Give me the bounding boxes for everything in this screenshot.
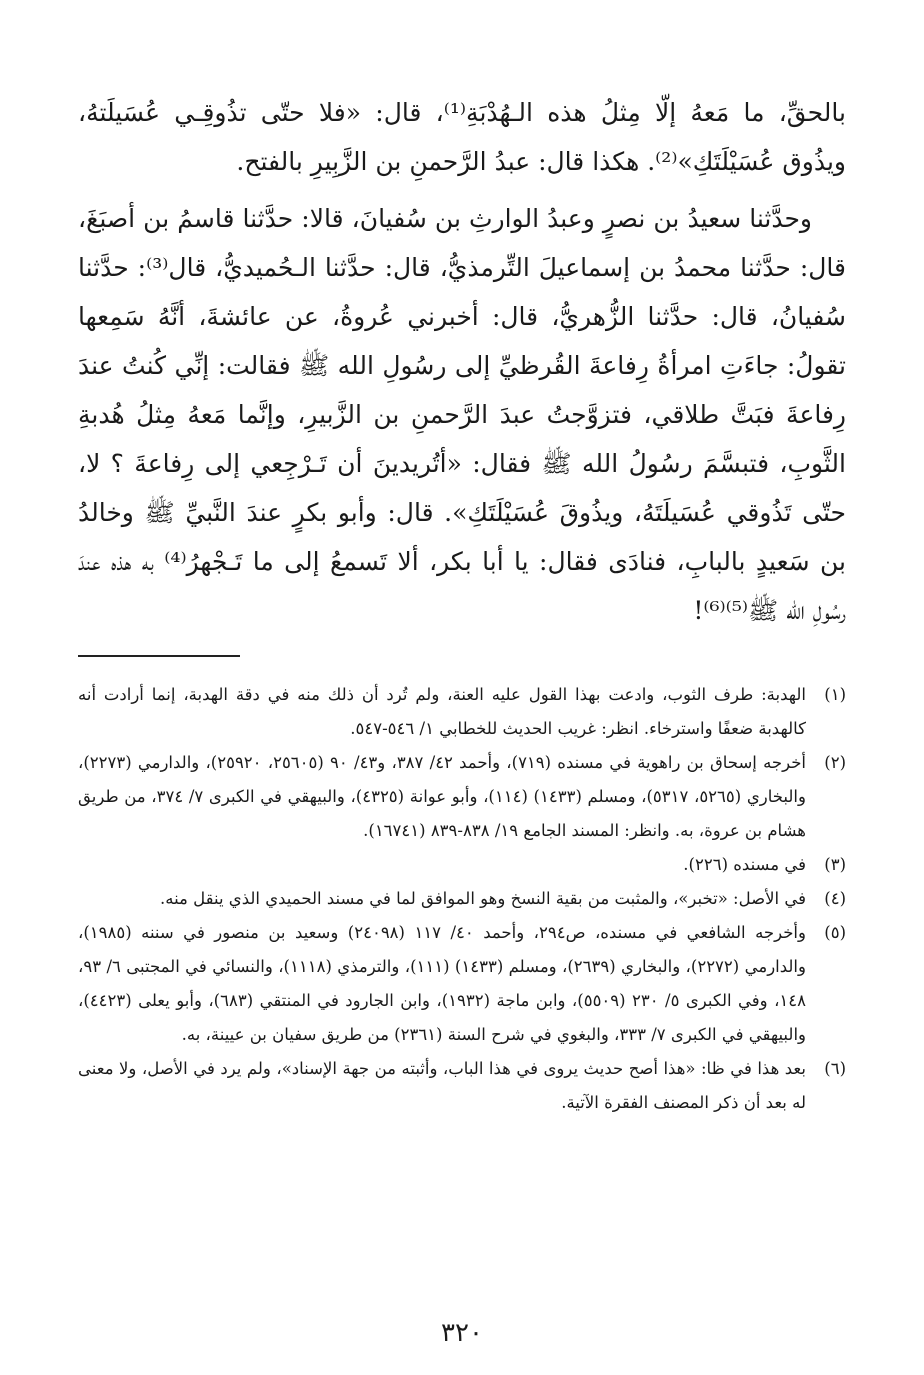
footnote-6 — [78, 1052, 846, 1120]
paragraph-1: بالحقِّ، ما مَعهُ إلّا مِثلُ هذه الـهُدْبَةِ⁽¹⁾، قال: «فلا حتّى تذُوقِـي عُسَيلَتهُ، ويذُوق عُسَيْلَتَكِ»⁽²⁾. هكذا قال: عبدُ الرَّحمنِ بن الزَّبِيرِ بالفتح. — [78, 98, 846, 176]
footnote-number: (٤) — [824, 889, 846, 908]
footnote-3 — [78, 848, 846, 882]
footnote-number: (١) — [824, 685, 846, 704]
footnote-number: (٣) — [824, 855, 846, 874]
footnote-text: في الأصل: «تخبر»، والمثبت من بقية النسخ وهو الموافق لما في مسند الحميدي الذي ينقل منه. — [159, 889, 806, 908]
footnote-number: (٦) — [824, 1059, 846, 1078]
footnote-text: أخرجه إسحاق بن راهوية في مسنده (٧١٩)، وأحمد ٤٢/ ٣٨٧، و٤٣/ ٩٠ (٢٥٦٠٥، ٢٥٩٢٠)، والدارمي (٢٢٧٣)، والبخاري (٥٢٦٥، ٥٣١٧)، ومسلم (١٤٣٣) (١١٤)، وأبو عوانة (٤٣٢٥)، والبيهقي في الكبرى ٧/ ٣٧٤، من طريق هشام بن عروة، به. وانظر: المسند الجامع ١٩/ ٨٣٨-٨٣٩ (١٦٧٤١). — [78, 753, 807, 840]
footnote-separator — [78, 655, 240, 657]
paragraph-2: وحدَّثنا سعيدُ بن نصرٍ وعبدُ الوارثِ بن سُفيانَ، قالا: حدَّثنا قاسمُ بن أصبَغَ، قال: حدَّثنا محمدُ بن إسماعيلَ التِّرمذيُّ، قال: حدَّثنا الـحُميديُّ، قال⁽³⁾: حدَّثنا سُفيانُ، قال: حدَّثنا الزُّهريُّ، قال: أخبرني عُروةُ، عن عائشةَ، أنَّهُ سَمِعها تقولُ: جاءَتِ امرأةُ رِفاعةَ القُرظيِّ إلى رسُولِ الله ﷺ فقالت: إنِّي كُنتُ عندَ رِفاعةَ فبَتَّ طلاقي، فتزوَّجتُ عبدَ الرَّحمنِ بن الزَّبيرِ، وإنَّما مَعهُ مِثلُ هُدبةِ الثَّوبِ، فتبسَّمَ رسُولُ الله ﷺ فقال: «أتُريدينَ أن تَـرْجِعي إلى رِفاعةَ ؟ لا، حتّى تَذُوقي عُسَيلَتَهُ، ويذُوقَ عُسَيْلَتَكِ». قال: وأبو بكرٍ عندَ النَّبيِّ ﷺ وخالدُ بن سَعيدٍ بالبابِ، فنادَى فقال: يا أبا بكر، ألا تَسمعُ إلى ما تَـجْهرُ⁽⁴⁾ به هذه عندَ رسُولِ الله ﷺ⁽⁵⁾⁽⁶⁾! — [78, 204, 846, 625]
footnote-text: الهدبة: طرف الثوب، وادعت بهذا القول عليه العنة، ولم تُرد أن ذلك منه في دقة الهدبة، إنما أرادت أنه كالهدبة ضعفًا واسترخاء. انظر: غريب الحديث للخطابي ١/ ٥٤٦-٥٤٧. — [78, 685, 806, 738]
footnote-number: (٢) — [824, 753, 846, 772]
footnote-number: (٥) — [824, 923, 846, 942]
footnote-5 — [78, 916, 846, 1052]
footnote-text: بعد هذا في ظا: «هذا أصح حديث يروى في هذا الباب، وأثبته من جهة الإسناد»، ولم يرد في الأصل، ولا معنى له بعد أن ذكر المصنف الفقرة الآتية. — [78, 1059, 806, 1112]
main-text — [78, 88, 846, 635]
document-page — [78, 88, 846, 1375]
footnote-text: في مسنده (٢٢٦). — [683, 855, 806, 874]
footnote-text: وأخرجه الشافعي في مسنده، ص٢٩٤، وأحمد ٤٠/ ١١٧ (٢٤٠٩٨) وسعيد بن منصور في سننه (١٩٨٥)، والدارمي (٢٢٧٢)، والبخاري (٢٦٣٩)، ومسلم (١٤٣٣) (١١١)، والترمذي (١١١٨)، والنسائي في المجتبى ٦/ ٩٣، ١٤٨، وفي الكبرى ٥/ ٢٣٠ (٥٥٠٩)، وابن ماجة (١٩٣٢)، وابن الجارود في المنتقي (٦٨٣)، وأبو يعلى (٤٤٢٣)، والبيهقي في الكبرى ٧/ ٣٣٣، والبغوي في شرح السنة (٢٣٦١) من طريق سفيان بن عيينة، به. — [78, 923, 806, 1044]
footnote-2 — [78, 746, 846, 848]
footnote-4 — [78, 882, 846, 916]
footnote-1 — [78, 678, 846, 746]
page-number: ٣٢٠ — [441, 1318, 483, 1348]
footnotes — [78, 678, 846, 1120]
